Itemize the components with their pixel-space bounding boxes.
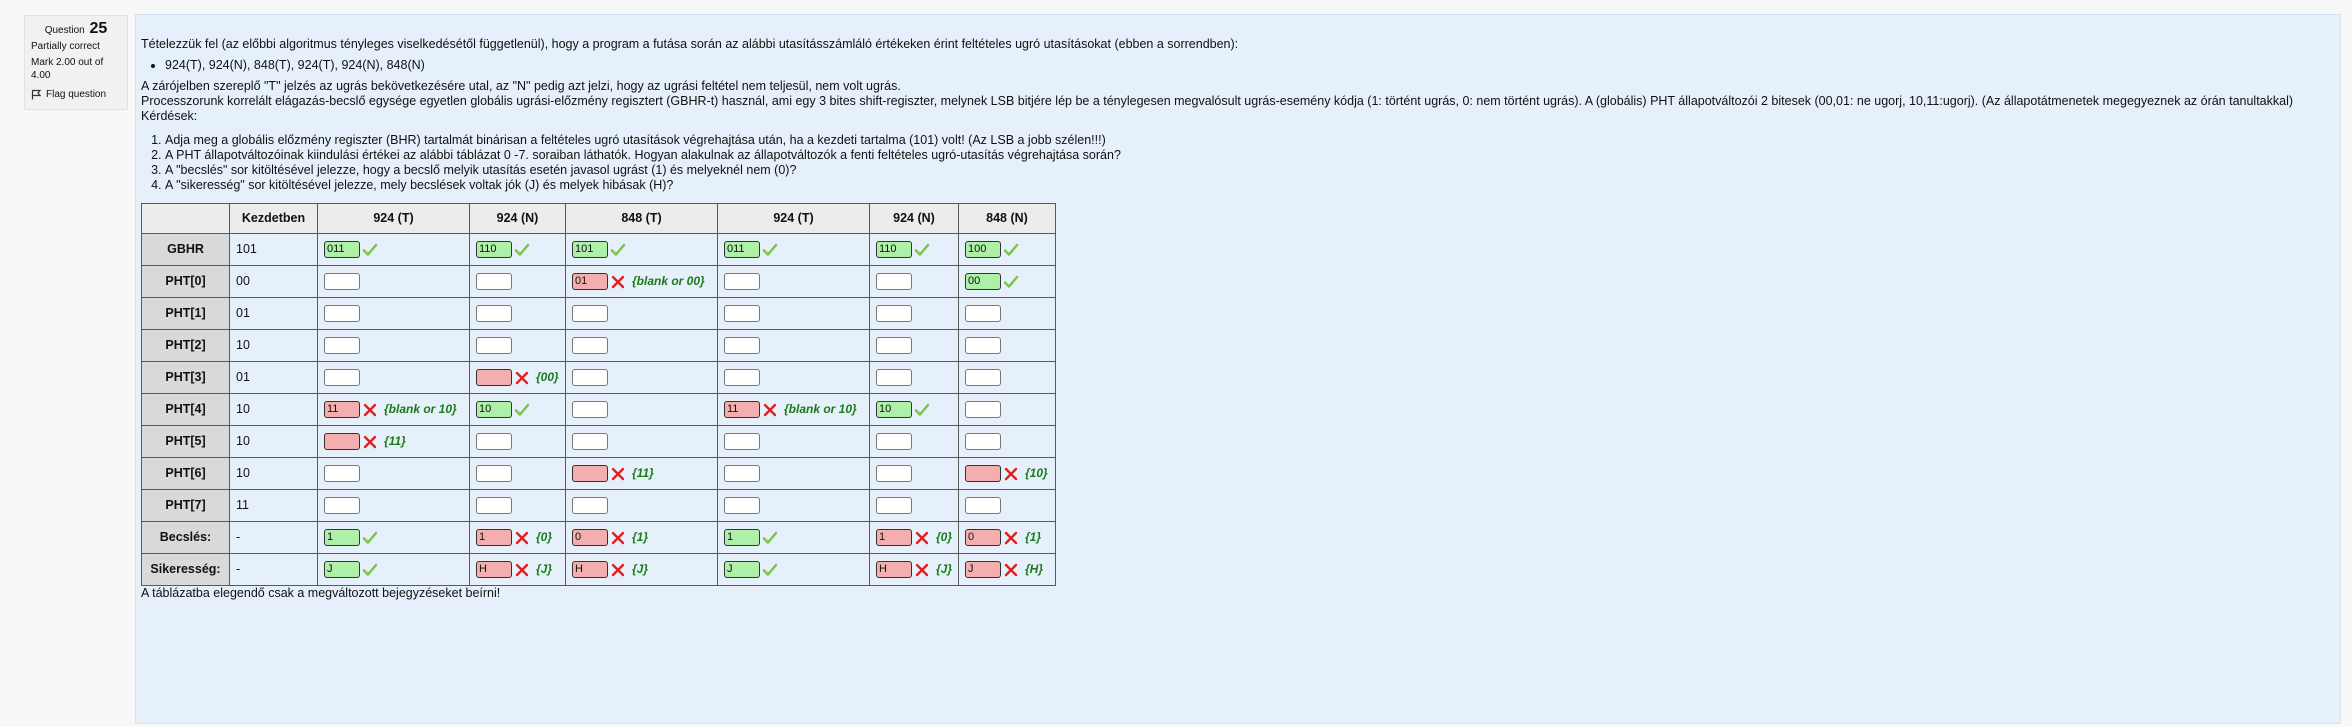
answer-cell xyxy=(718,394,870,426)
column-header: 848 (T) xyxy=(566,204,718,234)
answer-input[interactable] xyxy=(876,337,912,354)
answer-input[interactable] xyxy=(324,369,360,386)
answer-cell xyxy=(318,554,470,586)
row-label: PHT[1] xyxy=(142,298,230,330)
question-item-4: 4. A "sikeresség" sor kitöltésével jelezze, mely becslések voltak jók (J) és melyek hibásak (H)? xyxy=(165,178,2335,193)
initial-value: 00 xyxy=(230,266,318,298)
answer-input[interactable] xyxy=(572,305,608,322)
answer-cell xyxy=(870,298,959,330)
cross-icon xyxy=(514,530,530,546)
table-row xyxy=(142,394,1056,426)
table-row xyxy=(142,234,1056,266)
processor-text: Processzorunk korrelált elágazás-becslő egysége egyetlen globális ugrási-előzmény regisztert (GBHR-t) használ, ami egy 3 bites shift-regiszter, melynek LSB bitjére lép be a ténylegesen megvalósult ugrás-esemény kódja (1: történt ugrás, 0: nem történt ugrás). A (globális) PHT állapotváltozói 2 bitesek (00,01: ne ugorj, 10,11:ugorj). (Az állapotátmenetek megegyeznek az órán tanultakkal) xyxy=(141,94,2294,108)
table-row xyxy=(142,458,1056,490)
question-content xyxy=(135,14,2341,724)
answer-cell xyxy=(718,330,870,362)
cross-icon xyxy=(1003,466,1019,482)
question-state: Partially correct xyxy=(31,41,100,52)
answer-input[interactable]: 100 xyxy=(965,241,1001,258)
check-icon xyxy=(362,562,378,578)
answer-cell xyxy=(870,266,959,298)
answer-cell xyxy=(718,426,870,458)
answer-cell xyxy=(718,490,870,522)
answer-cell xyxy=(470,298,566,330)
answer-input[interactable] xyxy=(324,305,360,322)
answer-input[interactable] xyxy=(965,305,1001,322)
row-label: Sikeresség: xyxy=(142,554,230,586)
row-label: Becslés: xyxy=(142,522,230,554)
sequence-item: • 924(T), 924(N), 848(T), 924(T), 924(N), 848(N) xyxy=(165,58,2335,73)
answer-input[interactable] xyxy=(876,273,912,290)
answer-cell xyxy=(470,426,566,458)
correct-answer-feedback: {J} xyxy=(936,562,953,576)
answer-input[interactable]: 11 xyxy=(724,401,760,418)
answer-input[interactable] xyxy=(572,433,608,450)
answer-cell xyxy=(318,362,470,394)
row-label: PHT[5] xyxy=(142,426,230,458)
table-row xyxy=(142,522,1056,554)
answer-input[interactable] xyxy=(724,369,760,386)
answer-input[interactable] xyxy=(724,273,760,290)
answer-input[interactable]: H xyxy=(476,561,512,578)
answer-input[interactable] xyxy=(572,337,608,354)
answer-input[interactable] xyxy=(724,497,760,514)
answer-input[interactable] xyxy=(724,465,760,482)
answer-input[interactable] xyxy=(324,337,360,354)
answer-cell xyxy=(318,522,470,554)
final-note: A táblázatba elegendő csak a megváltozott bejegyzéseket beírni! xyxy=(141,586,501,600)
row-label: PHT[6] xyxy=(142,458,230,490)
answer-cell xyxy=(870,490,959,522)
table-row xyxy=(142,362,1056,394)
answer-cell xyxy=(566,426,718,458)
answer-input[interactable]: 1 xyxy=(476,529,512,546)
answer-cell xyxy=(959,266,1056,298)
answer-input[interactable] xyxy=(876,497,912,514)
initial-value: 01 xyxy=(230,298,318,330)
answer-cell xyxy=(870,426,959,458)
answer-cell xyxy=(959,426,1056,458)
initial-value: 11 xyxy=(230,490,318,522)
answer-cell xyxy=(718,234,870,266)
cross-icon xyxy=(914,530,930,546)
answer-input[interactable]: 1 xyxy=(324,529,360,546)
check-icon xyxy=(1003,274,1019,290)
answer-cell xyxy=(959,490,1056,522)
answer-cell xyxy=(718,458,870,490)
column-header: 848 (N) xyxy=(959,204,1056,234)
initial-value: - xyxy=(230,522,318,554)
table-row xyxy=(142,330,1056,362)
correct-answer-feedback: {blank or 10} xyxy=(384,402,457,416)
question-item-2: 2. A PHT állapotváltozóinak kiindulási értékei az alábbi táblázat 0 -7. soraiban láthatók. Hogyan alakulnak az állapotváltozók a fenti feltételes ugró-utasítás végrehajtása során? xyxy=(165,148,2335,163)
answer-input[interactable] xyxy=(876,305,912,322)
answer-cell xyxy=(318,394,470,426)
flag-question-label: Flag question xyxy=(46,89,107,100)
answer-cell xyxy=(566,266,718,298)
answer-cell xyxy=(470,362,566,394)
initial-value: 10 xyxy=(230,330,318,362)
check-icon xyxy=(362,242,378,258)
questions-list xyxy=(141,133,2335,193)
initial-value: - xyxy=(230,554,318,586)
cross-icon xyxy=(610,466,626,482)
answer-input[interactable]: H xyxy=(876,561,912,578)
correct-answer-feedback: {H} xyxy=(1025,562,1044,576)
correct-answer-feedback: {11} xyxy=(384,434,406,448)
cross-icon xyxy=(514,562,530,578)
answer-input[interactable]: 101 xyxy=(572,241,608,258)
answer-cell xyxy=(718,298,870,330)
column-header xyxy=(142,204,230,234)
answer-input[interactable]: 10 xyxy=(476,401,512,418)
answer-cell xyxy=(566,394,718,426)
answer-input[interactable]: J xyxy=(965,561,1001,578)
answer-input[interactable] xyxy=(476,337,512,354)
answer-input[interactable] xyxy=(476,273,512,290)
answer-cell xyxy=(959,522,1056,554)
answer-input[interactable] xyxy=(572,497,608,514)
check-icon xyxy=(514,402,530,418)
note-text: A zárójelben szereplő "T" jelzés az ugrás bekövetkezésére utal, az "N" pedig azt jelzi, hogy az ugrási feltétel nem teljesül, nem volt ugrás. xyxy=(141,79,901,93)
correct-answer-feedback: {0} xyxy=(536,530,553,544)
flag-icon xyxy=(31,89,42,100)
answer-table xyxy=(141,203,1056,586)
answer-input[interactable]: 110 xyxy=(476,241,512,258)
questions-label: Kérdések: xyxy=(141,109,198,123)
cross-icon xyxy=(362,434,378,450)
answer-input[interactable] xyxy=(965,465,1001,482)
answer-cell xyxy=(870,522,959,554)
check-icon xyxy=(610,242,626,258)
row-label: GBHR xyxy=(142,234,230,266)
answer-input[interactable]: 110 xyxy=(876,241,912,258)
cross-icon xyxy=(1003,530,1019,546)
cross-icon xyxy=(762,402,778,418)
answer-input[interactable] xyxy=(876,465,912,482)
answer-input[interactable] xyxy=(876,369,912,386)
check-icon xyxy=(362,530,378,546)
answer-input[interactable]: J xyxy=(324,561,360,578)
table-header-row xyxy=(142,204,1056,234)
answer-cell xyxy=(870,394,959,426)
answer-input[interactable] xyxy=(572,401,608,418)
cross-icon xyxy=(914,562,930,578)
answer-cell xyxy=(470,330,566,362)
answer-cell xyxy=(318,266,470,298)
correct-answer-feedback: {1} xyxy=(632,530,649,544)
answer-cell xyxy=(566,298,718,330)
answer-input[interactable]: 10 xyxy=(876,401,912,418)
answer-input[interactable] xyxy=(724,337,760,354)
answer-input[interactable] xyxy=(965,497,1001,514)
answer-cell xyxy=(318,490,470,522)
answer-cell xyxy=(470,554,566,586)
answer-input[interactable] xyxy=(324,465,360,482)
answer-input[interactable] xyxy=(476,369,512,386)
column-header: 924 (T) xyxy=(718,204,870,234)
answer-cell xyxy=(870,362,959,394)
answer-input[interactable] xyxy=(965,401,1001,418)
check-icon xyxy=(514,242,530,258)
answer-input[interactable] xyxy=(476,497,512,514)
row-label: PHT[2] xyxy=(142,330,230,362)
answer-cell xyxy=(566,330,718,362)
correct-answer-feedback: {11} xyxy=(632,466,654,480)
answer-input[interactable]: 1 xyxy=(724,529,760,546)
answer-input[interactable]: 011 xyxy=(724,241,760,258)
check-icon xyxy=(762,530,778,546)
answer-input[interactable]: 01 xyxy=(572,273,608,290)
answer-input[interactable] xyxy=(324,273,360,290)
table-row xyxy=(142,298,1056,330)
answer-cell xyxy=(470,458,566,490)
answer-input[interactable]: 11 xyxy=(324,401,360,418)
answer-cell xyxy=(718,554,870,586)
answer-cell xyxy=(566,362,718,394)
answer-input[interactable] xyxy=(965,337,1001,354)
initial-value: 10 xyxy=(230,458,318,490)
answer-cell xyxy=(718,362,870,394)
cross-icon xyxy=(514,370,530,386)
check-icon xyxy=(762,562,778,578)
answer-input[interactable]: 00 xyxy=(965,273,1001,290)
row-label: PHT[4] xyxy=(142,394,230,426)
correct-answer-feedback: {1} xyxy=(1025,530,1042,544)
correct-answer-feedback: {blank or 00} xyxy=(632,274,705,288)
answer-cell xyxy=(959,330,1056,362)
question-mark: Mark 2.00 out of 4.00 xyxy=(31,57,104,81)
row-label: PHT[3] xyxy=(142,362,230,394)
initial-value: 10 xyxy=(230,426,318,458)
answer-cell xyxy=(318,298,470,330)
column-header: Kezdetben xyxy=(230,204,318,234)
cross-icon xyxy=(610,274,626,290)
intro-text: Tételezzük fel (az előbbi algoritmus tényleges viselkedésétől függetlenül), hogy a program a futása során az alábbi utasításszámláló értékeken érint feltételes ugró utasításokat (ebben a sorrendben): xyxy=(141,37,1239,51)
question-item-3: 3. A "becslés" sor kitöltésével jelezze, hogy a becslő melyik utasítás esetén javasol ugrást (1) és melyeknél nem (0)? xyxy=(165,163,2335,178)
initial-value: 10 xyxy=(230,394,318,426)
answer-cell xyxy=(959,554,1056,586)
table-row xyxy=(142,554,1056,586)
answer-input[interactable] xyxy=(965,433,1001,450)
cross-icon xyxy=(362,402,378,418)
answer-cell xyxy=(566,234,718,266)
correct-answer-feedback: {00} xyxy=(536,370,559,384)
answer-cell xyxy=(870,458,959,490)
answer-input[interactable] xyxy=(324,433,360,450)
flag-question-button[interactable] xyxy=(31,88,121,101)
answer-input[interactable]: 011 xyxy=(324,241,360,258)
row-label: PHT[0] xyxy=(142,266,230,298)
question-number: Question 25 xyxy=(44,20,108,37)
column-header: 924 (T) xyxy=(318,204,470,234)
correct-answer-feedback: {10} xyxy=(1025,466,1048,480)
answer-cell xyxy=(470,394,566,426)
answer-input[interactable] xyxy=(476,433,512,450)
answer-input[interactable] xyxy=(324,497,360,514)
column-header: 924 (N) xyxy=(470,204,566,234)
correct-answer-feedback: {J} xyxy=(632,562,649,576)
answer-input[interactable] xyxy=(724,305,760,322)
answer-input[interactable] xyxy=(476,465,512,482)
answer-input[interactable]: 1 xyxy=(876,529,912,546)
answer-input[interactable] xyxy=(724,433,760,450)
answer-cell xyxy=(566,522,718,554)
answer-input[interactable] xyxy=(572,369,608,386)
answer-cell xyxy=(566,554,718,586)
answer-cell xyxy=(870,330,959,362)
answer-cell xyxy=(959,234,1056,266)
answer-input[interactable]: J xyxy=(724,561,760,578)
correct-answer-feedback: {blank or 10} xyxy=(784,402,857,416)
answer-input[interactable]: 0 xyxy=(572,529,608,546)
check-icon xyxy=(914,402,930,418)
answer-cell xyxy=(718,266,870,298)
answer-cell xyxy=(318,330,470,362)
check-icon xyxy=(914,242,930,258)
initial-value: 01 xyxy=(230,362,318,394)
answer-cell xyxy=(870,554,959,586)
table-row xyxy=(142,490,1056,522)
table-row xyxy=(142,266,1056,298)
correct-answer-feedback: {J} xyxy=(536,562,553,576)
cross-icon xyxy=(1003,562,1019,578)
answer-cell xyxy=(318,458,470,490)
cross-icon xyxy=(610,530,626,546)
row-label: PHT[7] xyxy=(142,490,230,522)
table-row xyxy=(142,426,1056,458)
question-info xyxy=(24,15,128,110)
sequence-list xyxy=(141,58,2335,73)
answer-cell xyxy=(470,522,566,554)
cross-icon xyxy=(610,562,626,578)
answer-cell xyxy=(959,362,1056,394)
answer-input[interactable] xyxy=(965,369,1001,386)
correct-answer-feedback: {0} xyxy=(936,530,953,544)
question-item-1: 1. Adja meg a globális előzmény regiszter (BHR) tartalmát binárisan a feltételes ugró utasítások végrehajtása után, ha a kezdeti tartalma (101) volt! (Az LSB a jobb szélen!!!) xyxy=(165,133,2335,148)
answer-cell xyxy=(870,234,959,266)
column-header: 924 (N) xyxy=(870,204,959,234)
answer-cell xyxy=(318,234,470,266)
answer-cell xyxy=(470,266,566,298)
answer-cell xyxy=(318,426,470,458)
answer-cell xyxy=(566,490,718,522)
answer-input[interactable] xyxy=(572,465,608,482)
answer-input[interactable] xyxy=(876,433,912,450)
answer-cell xyxy=(566,458,718,490)
answer-input[interactable] xyxy=(476,305,512,322)
check-icon xyxy=(762,242,778,258)
answer-cell xyxy=(718,522,870,554)
answer-cell xyxy=(959,394,1056,426)
check-icon xyxy=(1003,242,1019,258)
answer-input[interactable]: 0 xyxy=(965,529,1001,546)
answer-input[interactable]: H xyxy=(572,561,608,578)
answer-cell xyxy=(959,458,1056,490)
answer-cell xyxy=(959,298,1056,330)
answer-cell xyxy=(470,234,566,266)
answer-cell xyxy=(470,490,566,522)
initial-value: 101 xyxy=(230,234,318,266)
